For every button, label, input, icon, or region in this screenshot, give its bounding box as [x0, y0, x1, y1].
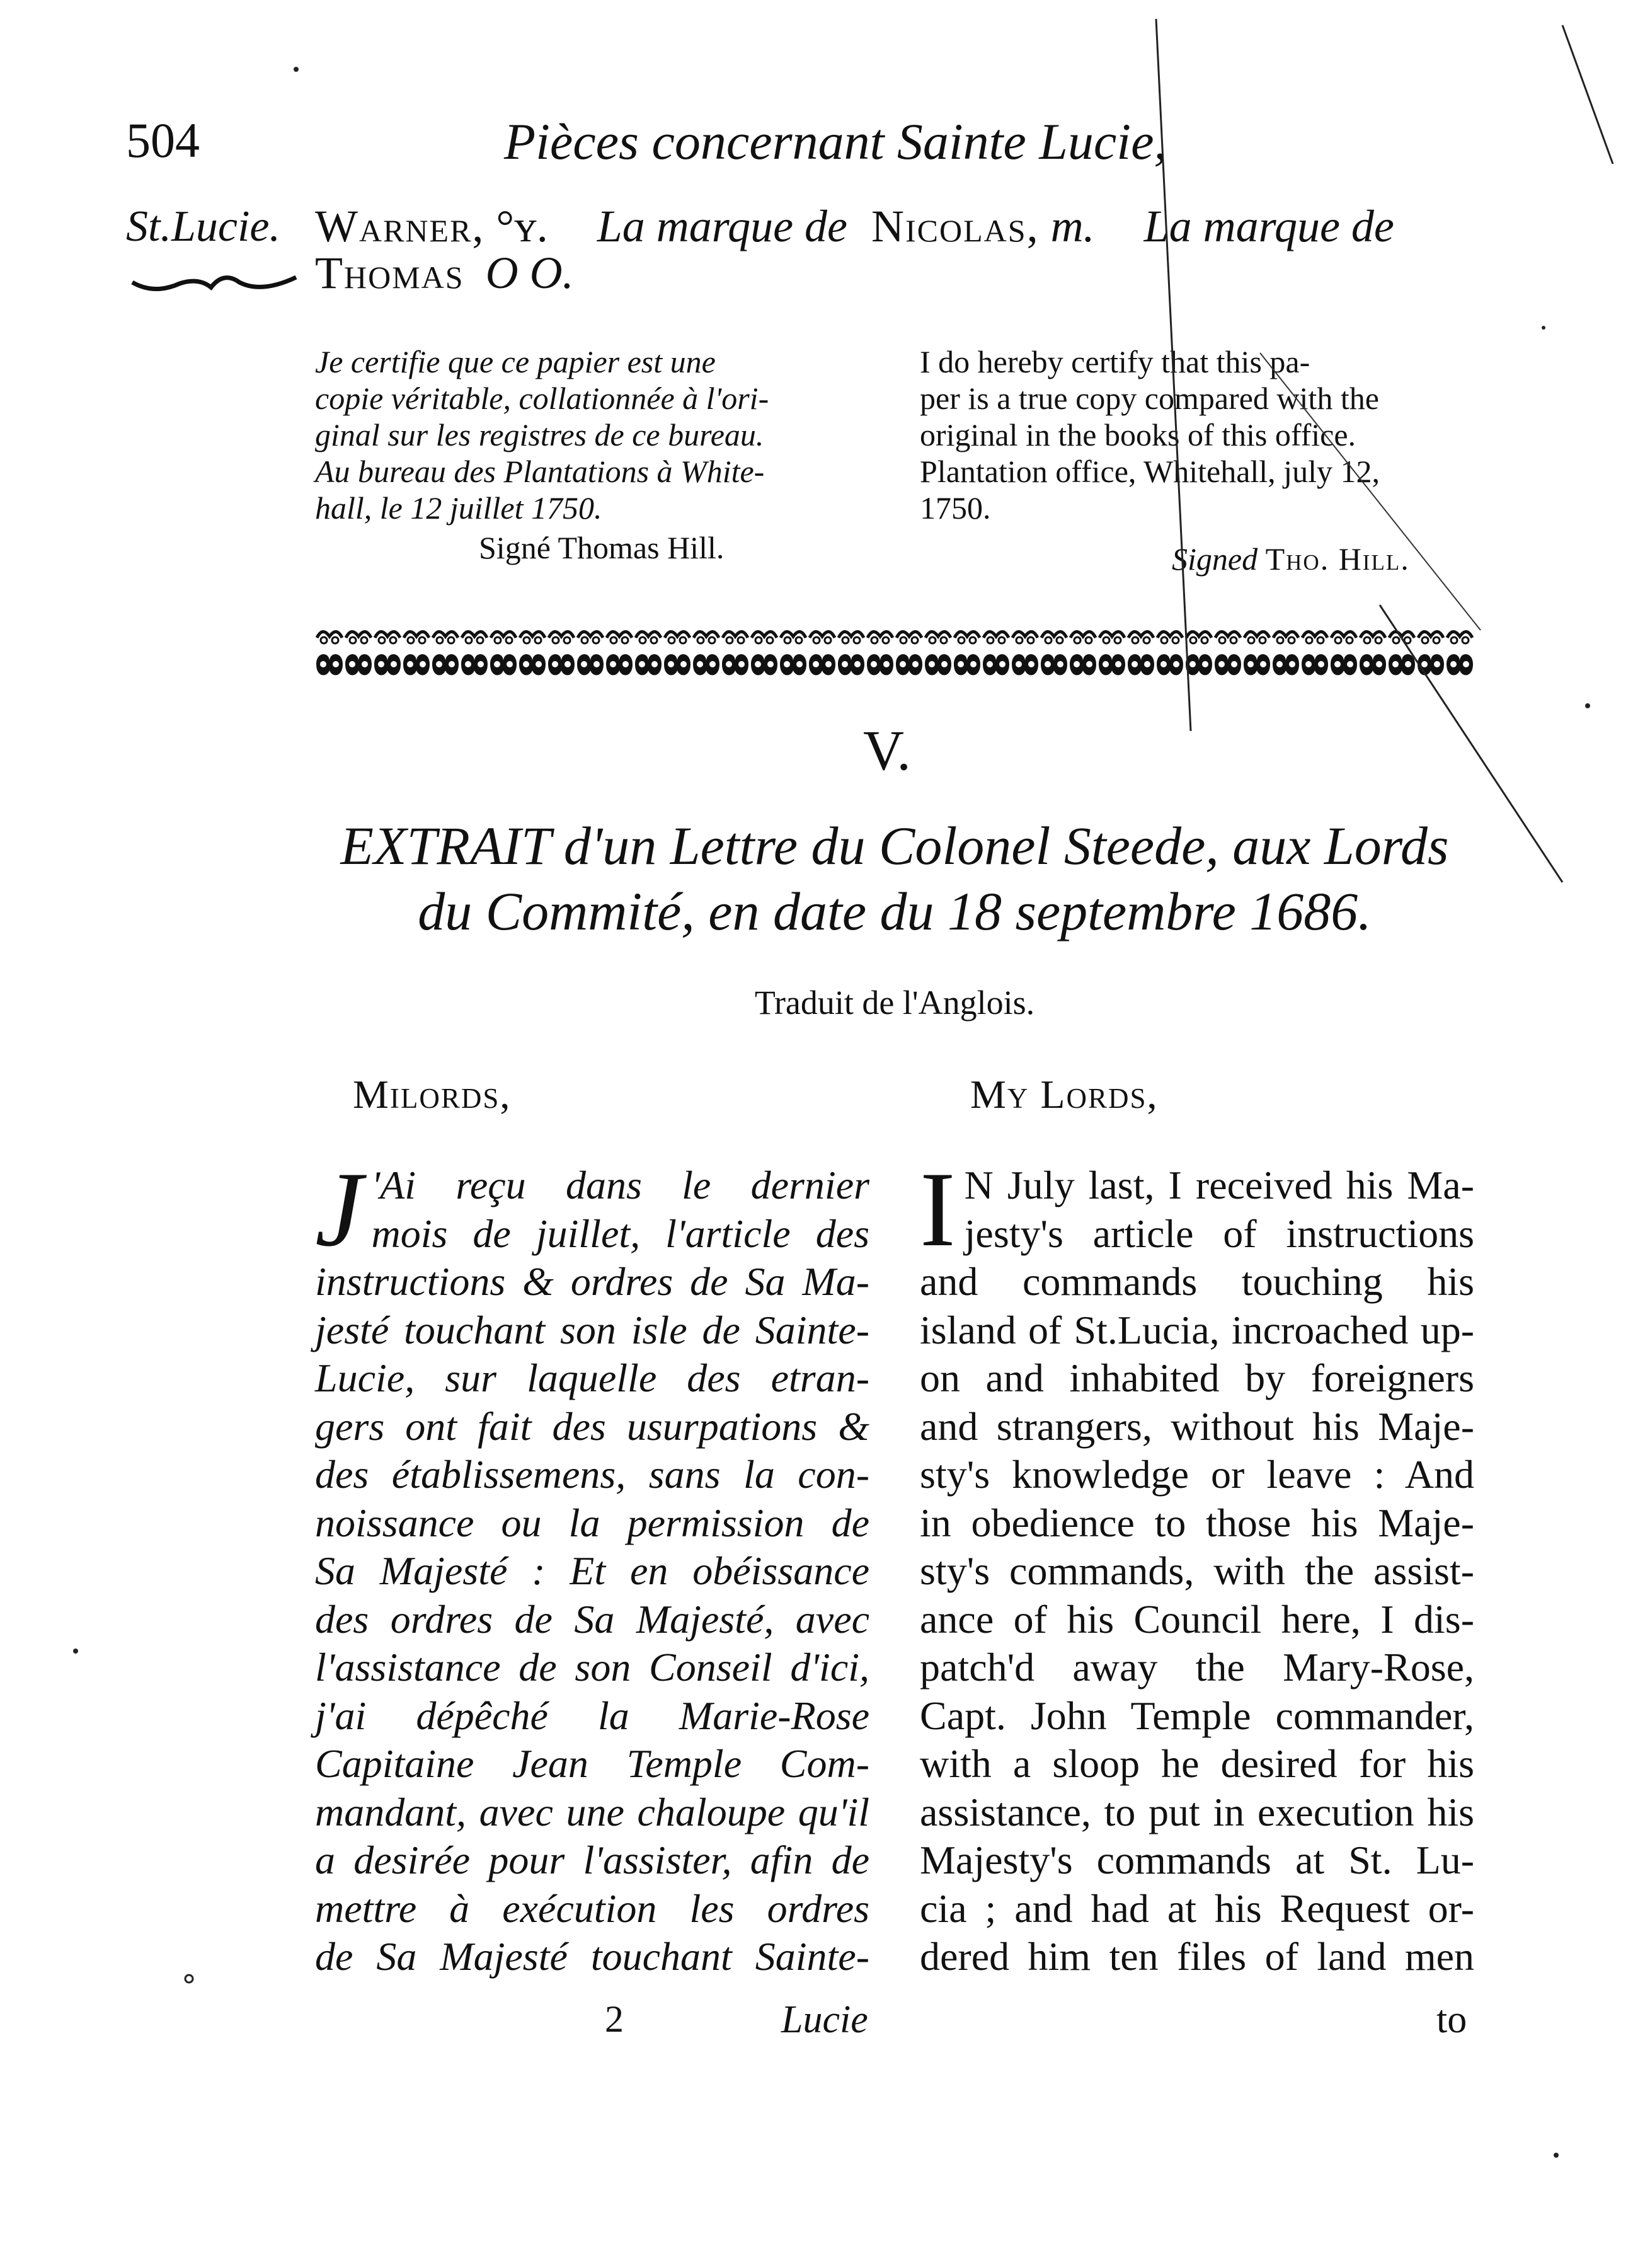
salutation-english: My Lords, — [970, 1072, 1159, 1117]
extract-title-line-2: du Commité, en date du 18 septembre 1686. — [418, 881, 1372, 941]
french-line: Lucie, sur laquelle des etran- — [315, 1356, 869, 1400]
english-line: cia ; and had at his Request or- — [920, 1885, 1474, 1931]
certificate-english-line: 1750. — [920, 490, 991, 526]
certificate-french-line: ginal sur les registres de ce bureau. — [315, 417, 764, 452]
salutation-french: Milords, — [353, 1072, 512, 1117]
certificate-french-line: hall, le 12 juillet 1750. — [315, 490, 602, 526]
la-marque-label-1: La marque de — [597, 201, 847, 251]
margin-note: St.Lucie. — [126, 202, 280, 251]
signed-name: Tho. Hill. — [1265, 541, 1410, 577]
running-title: Pièces concernant Sainte Lucie, — [504, 113, 1167, 170]
english-line: N July last, I received his Ma- — [964, 1163, 1474, 1207]
english-line: with a sloop he desired for his — [920, 1741, 1474, 1786]
signature-mark-1: °ʏ. — [496, 201, 548, 251]
drop-cap-english: I — [920, 1150, 956, 1269]
english-line: and strangers, without his Maje- — [920, 1403, 1474, 1449]
english-line: island of St.Lucia, incroached up- — [920, 1307, 1474, 1352]
section-number: V. — [863, 720, 911, 782]
extract-title-line-1: EXTRAIT d'un Lettre du Colonel Steede, aux Lords — [340, 815, 1449, 876]
catchword-french: Lucie — [781, 1998, 868, 2041]
page-number: 504 — [126, 113, 200, 168]
certificate-english-line: Plantation office, Whitehall, july 12, — [920, 454, 1380, 489]
english-line: ance of his Council here, I dis- — [920, 1596, 1474, 1642]
french-line: des établissemens, sans la con- — [315, 1452, 869, 1497]
english-line: Capt. John Temple commander, — [920, 1693, 1474, 1738]
english-line: assistance, to put in execution his — [920, 1789, 1474, 1834]
french-line: j'ai dépêché la Marie-Rose — [315, 1693, 869, 1738]
french-line: 'Ai reçu dans le dernier — [371, 1163, 869, 1207]
signature-mark: 2 — [605, 1998, 624, 2040]
certificate-english-line: I do hereby certify that this pa- — [920, 344, 1310, 379]
english-line: sty's knowledge or leave : And — [920, 1452, 1474, 1497]
french-line: a desirée pour l'assister, afin de — [315, 1838, 869, 1882]
signature-nicolas: Nicolas, — [871, 201, 1040, 251]
french-line: mandant, avec une chaloupe qu'il — [315, 1789, 869, 1834]
french-line: gers ont fait des usurpations & — [315, 1403, 869, 1449]
drop-cap-french: J — [315, 1150, 363, 1269]
french-line: Sa Majesté : Et en obéissance — [315, 1548, 869, 1593]
certificate-french-line: copie véritable, collationnée à l'ori- — [315, 381, 769, 416]
signature-thomas: Thomas — [315, 248, 464, 298]
english-line: jesty's article of instructions — [964, 1211, 1474, 1256]
french-line: Capitaine Jean Temple Com- — [315, 1741, 869, 1786]
english-line: sty's commands, with the assist- — [920, 1548, 1474, 1593]
french-line: jesté touchant son isle de Sainte- — [315, 1307, 869, 1352]
english-line: Majesty's commands at St. Lu- — [920, 1838, 1474, 1882]
certificate-french-line: Au bureau des Plantations à White- — [315, 454, 765, 489]
english-line: in obedience to those his Maje- — [920, 1500, 1474, 1545]
english-line: patch'd away the Mary-Rose, — [920, 1645, 1474, 1689]
french-line: l'assistance de son Conseil d'ici, — [315, 1645, 869, 1689]
french-line: instructions & ordres de Sa Ma- — [315, 1259, 869, 1304]
signature-warner: Warner, — [315, 201, 485, 251]
french-line: mois de juillet, l'article des — [371, 1211, 869, 1256]
french-line: mettre à exécution les ordres — [315, 1885, 869, 1931]
certificate-french-signature: Signé Thomas Hill. — [479, 530, 725, 565]
english-line: and commands touching his — [920, 1259, 1474, 1304]
la-marque-label-2: La marque de — [1143, 201, 1394, 251]
english-line: on and inhabited by foreigners — [920, 1356, 1474, 1400]
french-line: de Sa Majesté touchant Sainte- — [315, 1934, 869, 1979]
certificate-french-line: Je certifie que ce papier est une — [315, 344, 716, 379]
certificate-english-line: per is a true copy compared with the — [920, 381, 1379, 416]
english-line: dered him ten files of land men — [920, 1934, 1474, 1979]
signature-mark-2: m. — [1050, 201, 1095, 251]
french-line: noissance ou la permission de — [315, 1500, 869, 1545]
catchword-english: to — [1436, 1998, 1467, 2041]
signed-label: Signed — [1172, 541, 1258, 577]
french-line: des ordres de Sa Majesté, avec — [315, 1596, 869, 1642]
translation-note: Traduit de l'Anglois. — [754, 984, 1035, 1022]
signature-mark-3: O O. — [485, 248, 574, 298]
certificate-english-line: original in the books of this office. — [920, 417, 1356, 452]
